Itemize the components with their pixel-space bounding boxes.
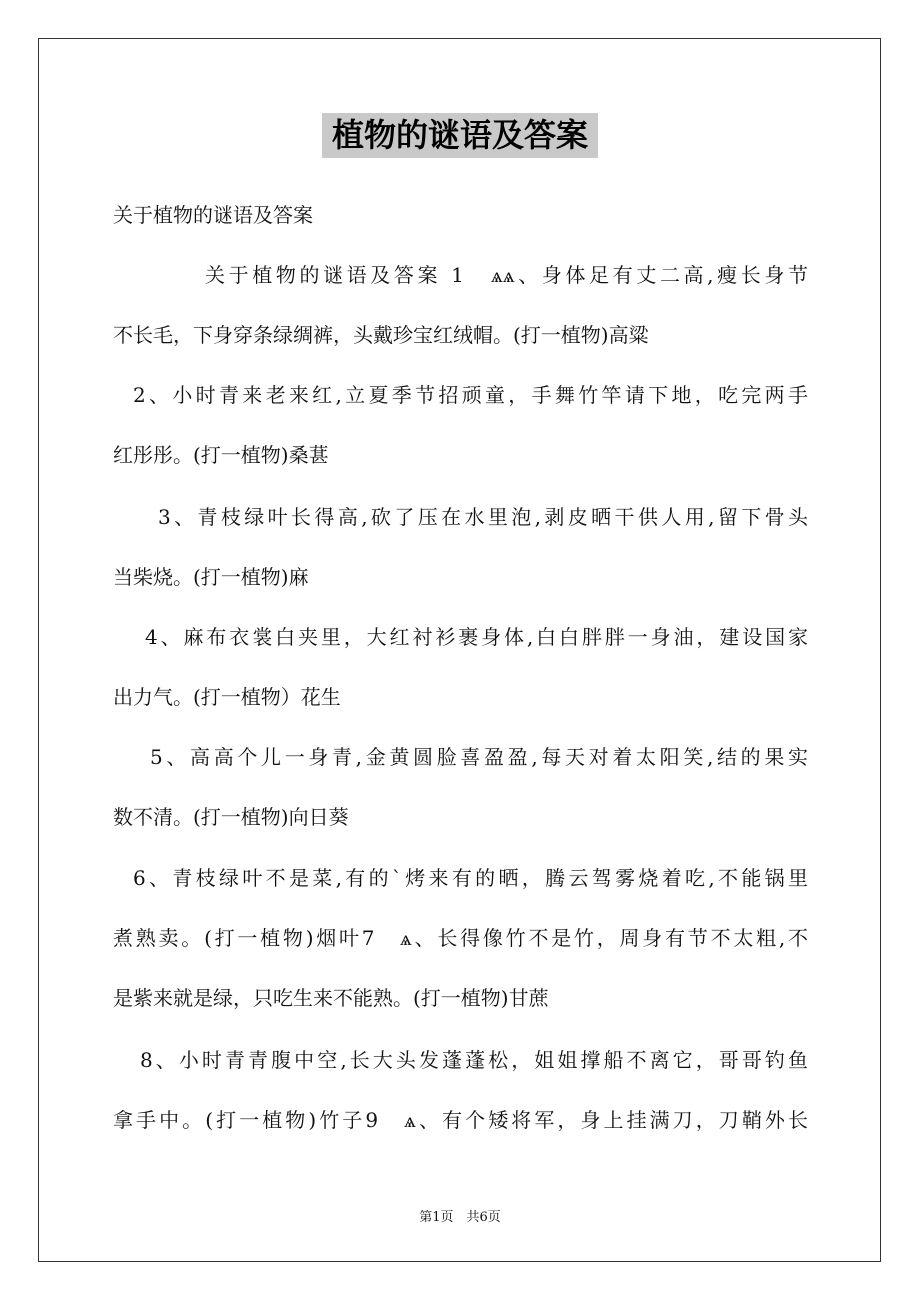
- page-footer: 第1页 共6页: [419, 1210, 501, 1225]
- text-line: 数不清。(打一植物)向日葵: [113, 805, 349, 829]
- text-line: 红彤彤。(打一植物)桑葚: [113, 443, 329, 467]
- text-line: 4、麻布衣裳白夹里，大红衬衫裹身体,白白胖胖一身油，建设国家: [145, 625, 808, 649]
- text-line: 是紫来就是绿，只吃生来不能熟。(打一植物)甘蔗: [113, 986, 549, 1010]
- document-title: 植物的谜语及答案: [322, 113, 598, 158]
- subtitle-line: 关于植物的谜语及答案: [113, 203, 313, 227]
- text-line: 3、青枝绿叶长得高,砍了压在水里泡,剥皮晒干供人用,留下骨头: [158, 505, 808, 529]
- text-line: 6、青枝绿叶不是菜,有的`烤来有的晒，腾云驾雾烧着吃,不能锅里: [133, 866, 808, 890]
- text-line: 当柴烧。(打一植物)麻: [113, 565, 309, 589]
- text-line: 5、高高个儿一身青,金黄圆脸喜盈盈,每天对着太阳笑,结的果实: [150, 745, 808, 769]
- text-line: 出力气。(打一植物）花生: [113, 685, 341, 709]
- text-line: 煮熟卖。(打一植物)烟叶7 ѧ、长得像竹不是竹，周身有节不太粗,不: [113, 926, 808, 950]
- text-line: 拿手中。(打一植物)竹子9 ѧ、有个矮将军，身上挂满刀，刀鞘外长: [113, 1108, 808, 1132]
- text-line: 8、小时青青腹中空,长大头发蓬蓬松，姐姐撑船不离它，哥哥钓鱼: [140, 1048, 808, 1072]
- text-line: 2、小时青来老来红,立夏季节招顽童，手舞竹竿请下地，吃完两手: [133, 383, 808, 407]
- text-line: 不长毛，下身穿条绿绸裤，头戴珍宝红绒帽。(打一植物)高粱: [113, 323, 649, 347]
- text-line: 关于植物的谜语及答案 1 ѧѧ、身体足有丈二高,瘦长身节: [205, 263, 808, 287]
